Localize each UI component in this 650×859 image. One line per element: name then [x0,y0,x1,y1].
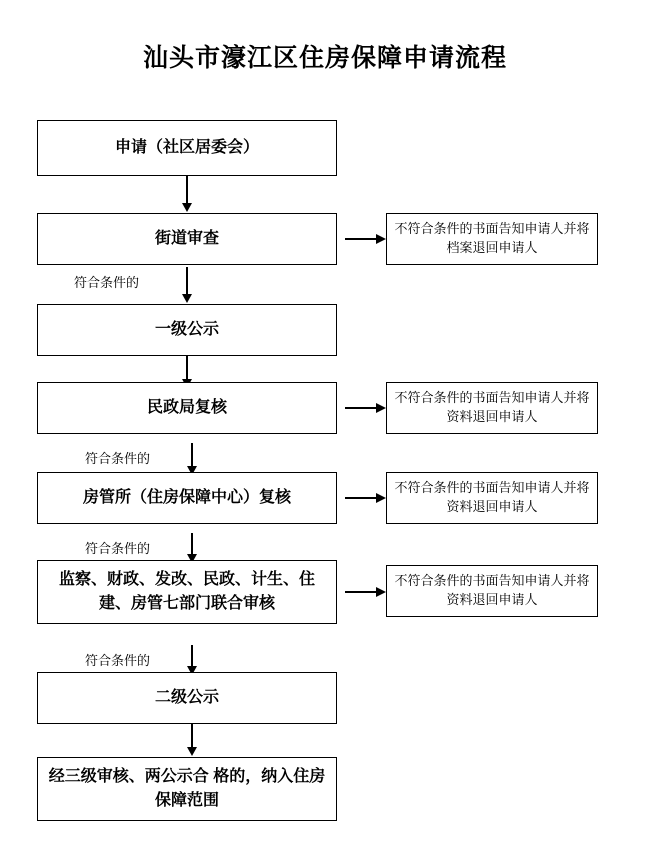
arrow-joint-to-publicity2 [191,645,193,667]
arrow-publicity2-to-final [191,724,193,748]
condition-label-3: 符合条件的 [85,541,151,556]
node-street-review-label: 街道审查 [154,230,219,247]
node-joint-review [37,560,337,624]
side-note-joint [386,565,598,617]
arrow-street-to-note [345,238,377,240]
arrow-joint-to-note [345,591,377,593]
side-note-street-label: 不符合条件的书面告知申请人并将档案退回申请人 [394,221,590,255]
arrow-housing-to-note [345,497,377,499]
arrow-publicity1-to-civil [186,356,188,380]
side-note-housing [386,472,598,524]
node-street-review [37,213,337,265]
page-title: 汕头市濠江区住房保障申请流程 [142,45,507,72]
arrow-civil-to-housing [191,443,193,467]
side-note-housing-label: 不符合条件的书面告知申请人并将资料退回申请人 [394,480,590,514]
node-civil-affairs-recheck [37,382,337,434]
arrow-housing-to-joint [191,533,193,555]
node-second-publicity-label: 二级公示 [154,689,219,706]
arrow-civil-to-note [345,407,377,409]
arrow-street-to-publicity1 [186,267,188,295]
arrow-apply-to-street [186,176,188,204]
node-first-publicity-label: 一级公示 [154,321,219,338]
side-note-civil-label: 不符合条件的书面告知申请人并将资料退回申请人 [394,390,590,424]
node-final-result-label: 经三级审核、两公示合 格的，纳入住房保障范围 [48,768,326,809]
node-first-publicity [37,304,337,356]
node-apply [37,120,337,176]
side-note-street [386,213,598,265]
node-civil-affairs-recheck-label: 民政局复核 [146,399,227,416]
node-housing-office-recheck-label: 房管所（住房保障中心）复核 [82,489,291,506]
node-final-result [37,757,337,821]
side-note-civil [386,382,598,434]
node-apply-label: 申请（社区居委会） [114,139,259,156]
side-note-joint-label: 不符合条件的书面告知申请人并将资料退回申请人 [394,573,590,607]
node-housing-office-recheck [37,472,337,524]
condition-label-4: 符合条件的 [85,653,151,668]
condition-label-2: 符合条件的 [85,451,151,466]
condition-label-1: 符合条件的 [74,275,140,290]
node-joint-review-label: 监察、财政、发改、民政、计生、住建、房管七部门联合审核 [58,571,315,612]
node-second-publicity [37,672,337,724]
